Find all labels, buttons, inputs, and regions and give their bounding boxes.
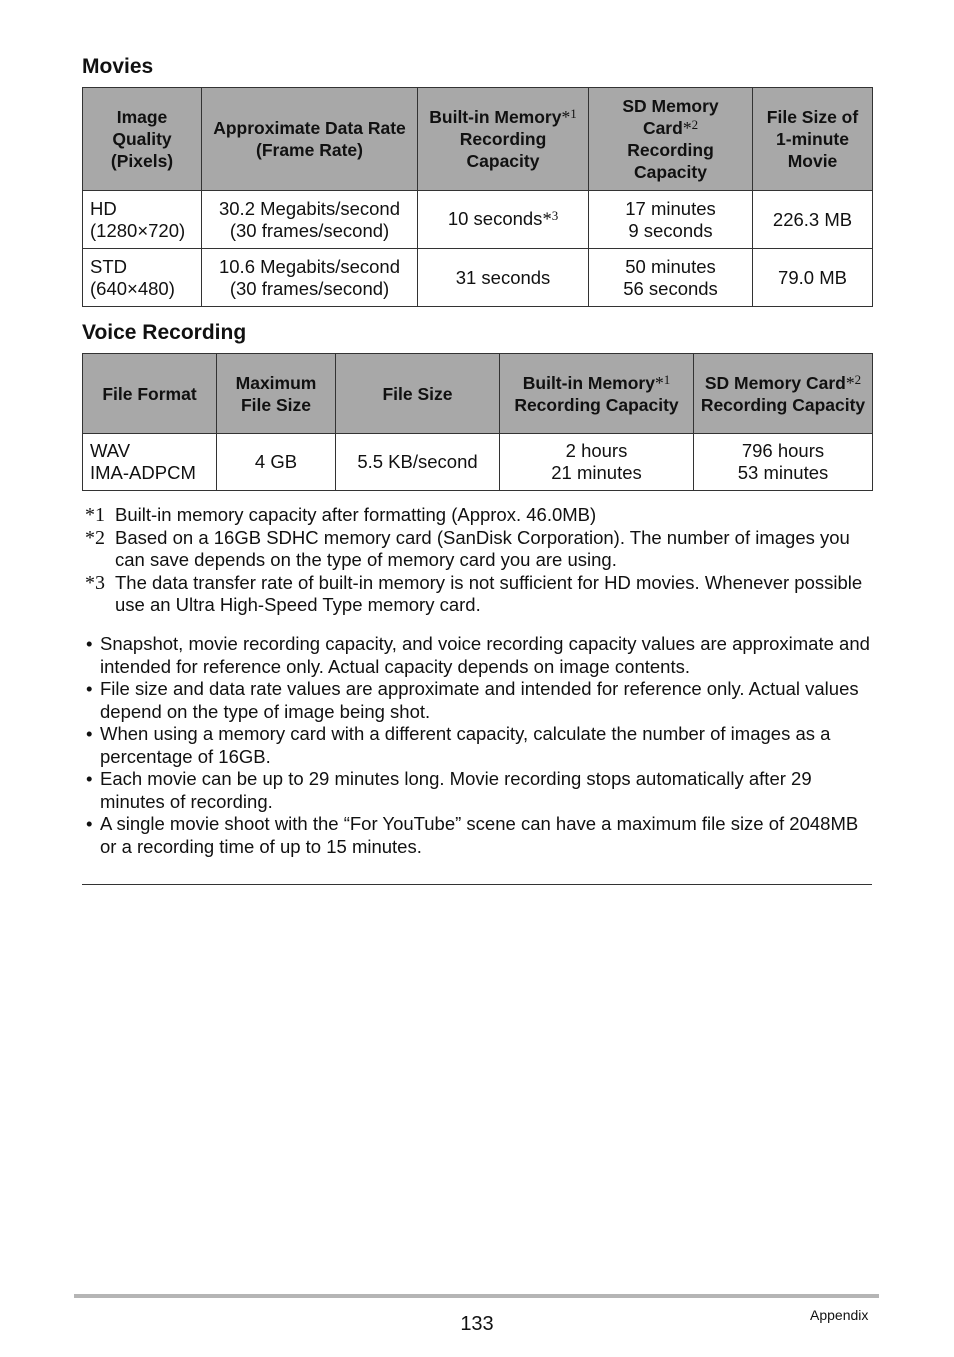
cell-sd: 796 hours 53 minutes: [694, 434, 873, 491]
cell-size: 226.3 MB: [753, 191, 873, 249]
movies-heading: Movies: [82, 55, 154, 78]
col-builtin-memory: Built-in Memory*$^1$ Recording Capacity: [500, 354, 694, 434]
col-file-size: File Size: [336, 354, 500, 434]
list-item: • A single movie shoot with the “For YouTube” scene can have a maximum file size of 2048MB or a recording time of up to 15 minutes.: [86, 813, 859, 857]
cell-format: WAV IMA-ADPCM: [83, 434, 217, 491]
col-builtin-memory: [418, 88, 589, 191]
section-divider: [82, 884, 872, 885]
cell-sd: 17 minutes 9 seconds: [589, 191, 753, 249]
cell-rate: 30.2 Megabits/second (30 frames/second): [202, 191, 418, 249]
footnote: *2 Based on a 16GB SDHC memory card (SanDisk Corporation). The number of images you can save depends on the type of memory card you are using.: [85, 526, 850, 570]
footnote: *3 The data transfer rate of built-in memory is not sufficient for HD movies. Whenever possible use an Ultra High-Speed Type memory card.: [85, 571, 863, 615]
cell-size: 79.0 MB: [753, 249, 873, 307]
movies-table: [82, 87, 873, 307]
cell-sd: 50 minutes 56 seconds: [589, 249, 753, 307]
table-row: [83, 191, 873, 249]
list-item: • Each movie can be up to 29 minutes long. Movie recording stops automatically after 29 minutes of recording.: [86, 768, 812, 812]
footer-divider: [74, 1294, 879, 1298]
col-image-quality: Image Quality (Pixels): [83, 88, 202, 191]
cell-size: 5.5 KB/second: [336, 434, 500, 491]
notes-list: [82, 633, 872, 858]
footnotes: [82, 504, 872, 617]
voice-table: [82, 353, 873, 491]
col-file-size: File Size of 1-minute Movie: [753, 88, 873, 191]
cell-builtin: 31 seconds: [418, 249, 589, 307]
col-max-size: Maximum File Size: [217, 354, 336, 434]
builtin-label: Built-in Memory: [429, 107, 562, 127]
list-item: • Snapshot, movie recording capacity, and voice recording capacity values are approximate and intended for reference only. Actual capacity depends on image contents.: [86, 633, 870, 677]
footnote: *1 Built-in memory capacity after formatting (Approx. 46.0MB): [85, 504, 597, 526]
cell-max: 4 GB: [217, 434, 336, 491]
footnote-ref: *$^2$: [682, 117, 699, 138]
sd-rest: Recording Capacity: [627, 140, 714, 182]
table-row: [83, 249, 873, 307]
cell-builtin: 2 hours 21 minutes: [500, 434, 694, 491]
page-number: 133: [460, 1313, 494, 1335]
voice-heading: Voice Recording: [82, 321, 247, 344]
list-item: • When using a memory card with a different capacity, calculate the number of images as a percentage of 16GB.: [86, 723, 831, 767]
list-item: • File size and data rate values are approximate and intended for reference only. Actual values depend on the type of image being shot.: [86, 678, 859, 722]
col-sd-card: SD Memory Card*$^2$ Recording Capacity: [694, 354, 873, 434]
col-data-rate: Approximate Data Rate (Frame Rate): [202, 88, 418, 191]
sd-label: SD Memory Card: [622, 96, 719, 138]
cell-builtin: 10 seconds*$^3$: [418, 191, 589, 249]
footnote-ref: *$^1$: [561, 106, 577, 127]
section-label: Appendix: [810, 1307, 869, 1323]
builtin-rest: Recording Capacity: [459, 129, 547, 171]
table-row: [83, 434, 873, 491]
cell-rate: 10.6 Megabits/second (30 frames/second): [202, 249, 418, 307]
col-sd-card: [589, 88, 753, 191]
cell-quality: HD (1280×720): [83, 191, 202, 249]
col-file-format: File Format: [83, 354, 217, 434]
cell-quality: STD (640×480): [83, 249, 202, 307]
